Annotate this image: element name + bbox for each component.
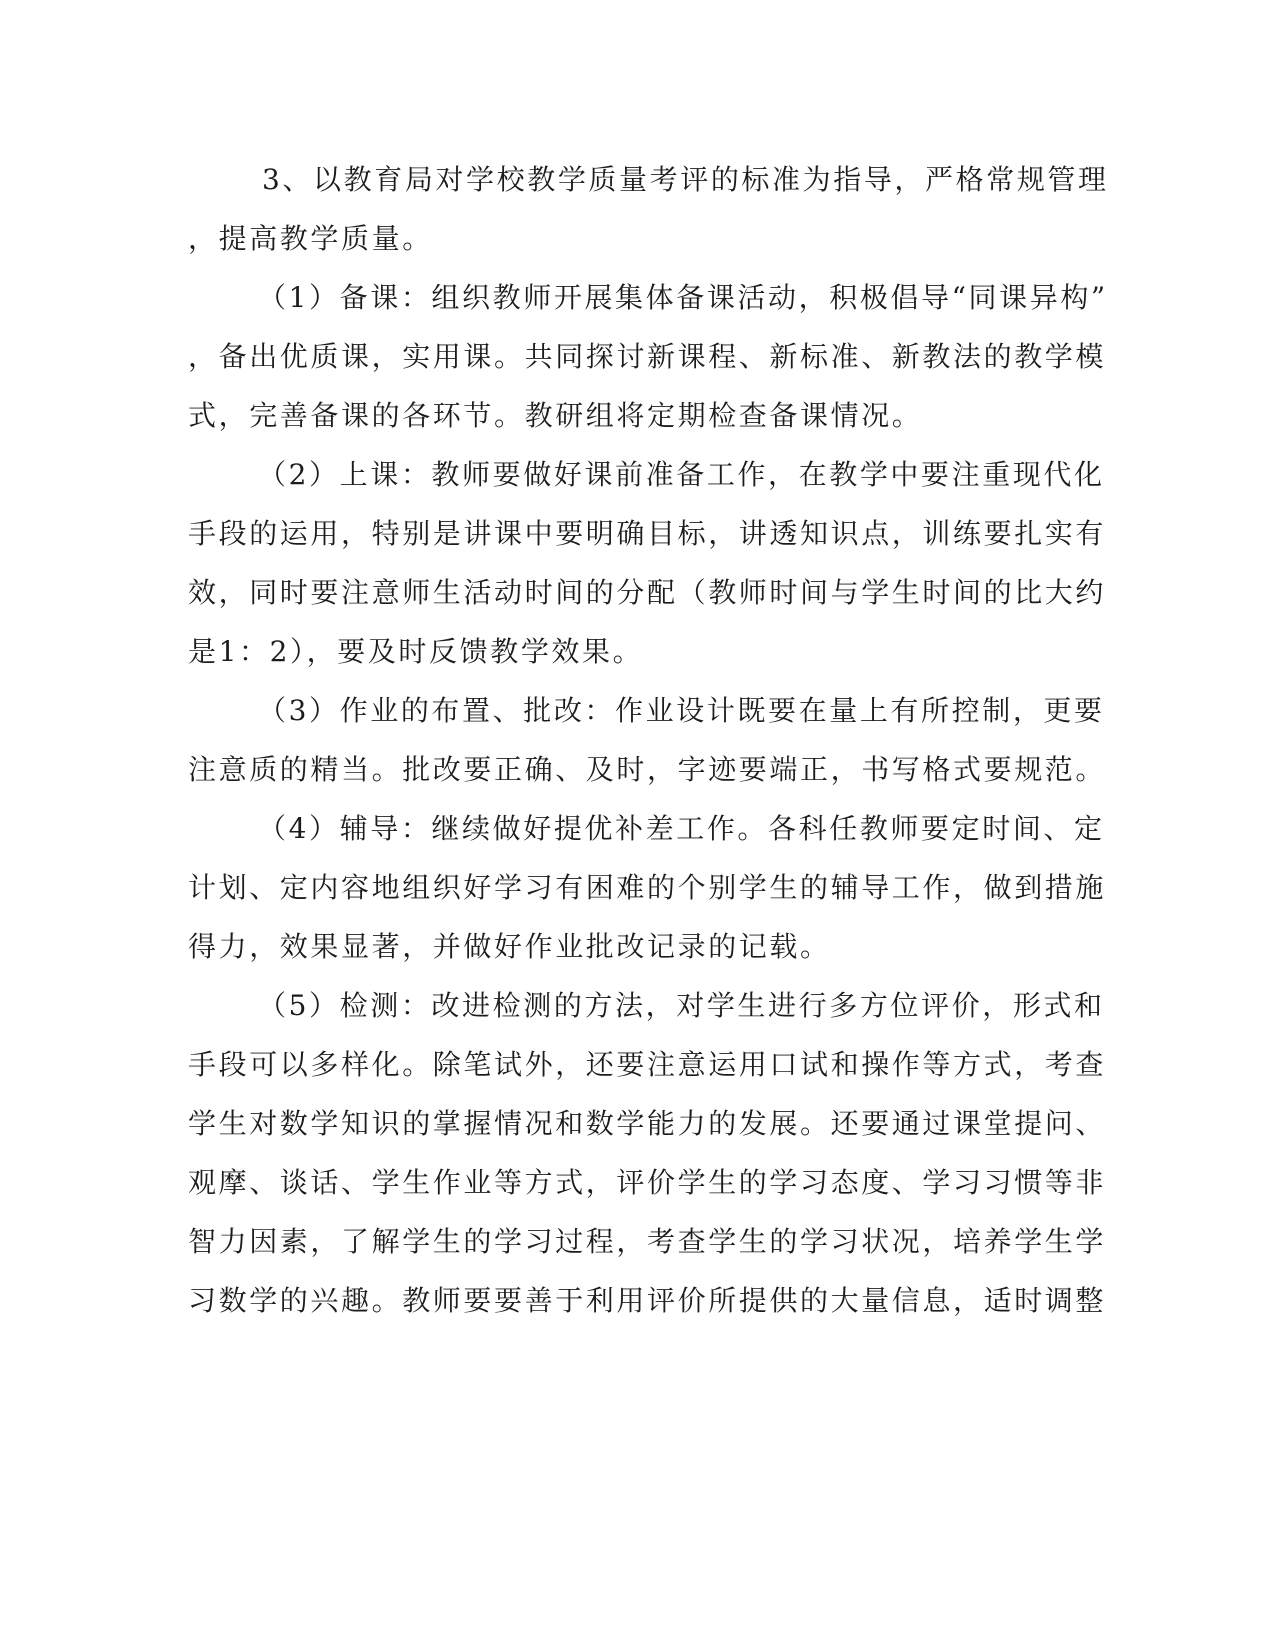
item-2-teaching-line-4: 是1：2），要及时反馈教学效果。 xyxy=(188,635,644,668)
paragraph-3-line-2: ，提高教学质量。 xyxy=(188,222,433,255)
item-2-teaching-line-3: 效，同时要注意师生活动时间的分配（教师时间与学生时间的比大约 xyxy=(188,576,1107,609)
item-1-lesson-prep-line-1: （1）备课：组织教师开展集体备课活动，积极倡导“同课异构” xyxy=(258,281,1108,314)
item-1-lesson-prep-line-2: ，备出优质课，实用课。共同探讨新课程、新标准、新教法的教学模 xyxy=(188,340,1107,373)
item-1-lesson-prep-line-3: 式，完善备课的各环节。教研组将定期检查备课情况。 xyxy=(188,399,923,432)
item-2-teaching-line-1: （2）上课：教师要做好课前准备工作，在教学中要注重现代化 xyxy=(258,458,1105,491)
item-4-tutoring-line-3: 得力，效果显著，并做好作业批改记录的记载。 xyxy=(188,930,831,963)
item-4-tutoring-line-1: （4）辅导：继续做好提优补差工作。各科任教师要定时间、定 xyxy=(258,812,1105,845)
item-5-assessment-line-3: 学生对数学知识的掌握情况和数学能力的发展。还要通过课堂提问、 xyxy=(188,1107,1107,1140)
item-5-assessment-line-1: （5）检测：改进检测的方法，对学生进行多方位评价，形式和 xyxy=(258,989,1105,1022)
item-4-tutoring-line-2: 计划、定内容地组织好学习有困难的个别学生的辅导工作，做到措施 xyxy=(188,871,1107,904)
item-5-assessment-line-4: 观摩、谈话、学生作业等方式，评价学生的学习态度、学习习惯等非 xyxy=(188,1166,1107,1199)
item-5-assessment-line-6: 习数学的兴趣。教师要要善于利用评价所提供的大量信息，适时调整 xyxy=(188,1284,1107,1317)
item-5-assessment-line-2: 手段可以多样化。除笔试外，还要注意运用口试和操作等方式，考查 xyxy=(188,1048,1107,1081)
item-2-teaching-line-2: 手段的运用，特别是讲课中要明确目标，讲透知识点，训练要扎实有 xyxy=(188,517,1107,550)
paragraph-3-line-1: 3、以教育局对学校教学质量考评的标准为指导，严格常规管理 xyxy=(262,163,1109,196)
item-3-homework-line-2: 注意质的精当。批改要正确、及时，字迹要端正，书写格式要规范。 xyxy=(188,753,1107,786)
item-3-homework-line-1: （3）作业的布置、批改：作业设计既要在量上有所控制，更要 xyxy=(258,694,1105,727)
item-5-assessment-line-5: 智力因素，了解学生的学习过程，考查学生的学习状况，培养学生学 xyxy=(188,1225,1107,1258)
